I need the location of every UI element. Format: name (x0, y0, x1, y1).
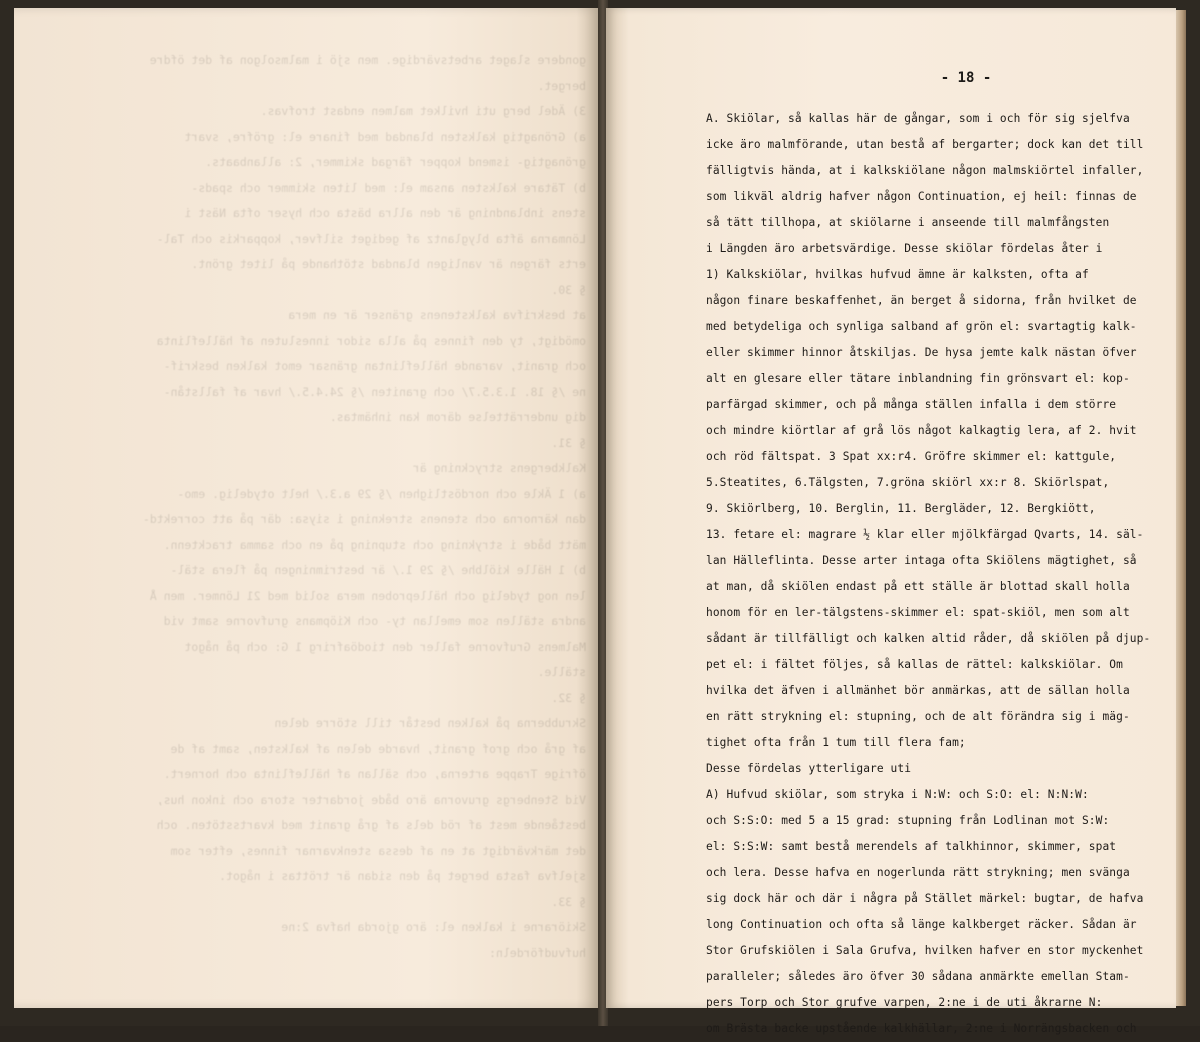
text-line: A) Hufvud skiölar, som stryka i N:W: och S:O: el: N:N:W: (706, 788, 1089, 801)
showthrough-line: öfrige Trappe arterna, och sällan af hälleflinta och hornert. (163, 767, 586, 781)
text-line: paralleler; således äro öfver 30 sådana anmärkte emellan Stam- (706, 970, 1130, 983)
showthrough-line: a) Grönagtig kalksten blandad med finare el: gröfre, svart (184, 129, 586, 144)
text-line: sådant är tillfälligt och kalken altid råder, då skiölen på djup- (706, 632, 1151, 645)
text-line: om Brästa backe upstående kalkhällar, 2:ne i Norrängsbacken och (706, 1022, 1137, 1035)
text-line: pers Torp och Stor grufve varpen, 2:ne i de uti åkrarne N: (706, 996, 1103, 1009)
text-line: 1) Kalkskiölar, hvilkas hufvud ämne är kalksten, ofta af (706, 268, 1089, 281)
page-number: - 18 - (940, 70, 992, 86)
text-line: i Längden äro arbetsvärdige. Desse skiölar fördelas åter i (706, 242, 1103, 255)
showthrough-line: hufvudfördeln: (489, 945, 586, 960)
text-line: pet el: i fältet följes, så kallas de rättel: kalkskiölar. Om (706, 658, 1123, 671)
showthrough-line: mätt både i strykning och stupning på en och samma tracktenn. (163, 537, 586, 552)
showthrough-line: af grå och grof granit, hvarde delen af kalksten, samt af de (170, 741, 586, 756)
page-body-text (706, 106, 1156, 1042)
text-line: och lera. Desse hafva en nogerlunda rätt strykning; men svänga (706, 866, 1130, 879)
showthrough-line: omödigt, ty den finnes på alla sidor innesluten af hälleflinta (156, 333, 586, 348)
showthrough-line: b) 1 Hälle kiölbhe /§ 29 1./ är bestrimningen på flera stäl- (170, 563, 586, 577)
showthrough-line: erts färgen är vanligen blandad stöthande på litet grönt. (191, 257, 586, 271)
showthrough-line: Skrubberna på kalken består till större delen (274, 716, 586, 730)
showthrough-line: stens inblandning är den allra bästa och hyser ofta Näst i (184, 206, 586, 220)
showthrough-line: gondere slaget arbetsvärdige. men sjö i malmsolgon af det öfdre (149, 53, 586, 67)
showthrough-line: dan kärnorna och stenens strekning i siysa: där på att correktd- (142, 512, 586, 526)
showthrough-line: at beskrifva kalkstenens gränser är en mera (288, 308, 586, 322)
text-line: 5.Steatites, 6.Tälgsten, 7.gröna skiörl xx:r 8. Skiörlspat, (706, 476, 1110, 489)
text-line: och röd fältspat. 3 Spat xx:r4. Gröfre skimmer el: kattgule, (706, 450, 1117, 463)
text-line: A. Skiölar, så kallas här de gångar, som i och för sig sjelfva (706, 112, 1130, 125)
showthrough-line: b) Tätare kalksten ansam el: med liten skimmer och spads- (191, 180, 586, 195)
showthrough-line: Lönmarna äfta blyglantz af gediget silfver, kopparkis och Tal- (156, 231, 586, 246)
left-page-showthrough-text (66, 48, 586, 960)
text-line: fälligtvis hända, at i kalkskiölane någon malmskiörtel infaller, (706, 164, 1144, 177)
text-line: at man, då skiölen endast på ett ställe är blottad skall holla (706, 580, 1130, 593)
showthrough-line: ställe. (537, 665, 586, 679)
text-line: 9. Skiörlberg, 10. Berglin, 11. Bergläder, 12. Bergkiött, (706, 502, 1096, 515)
text-line: hvilka det äfven i allmänhet bör anmärkas, att de sällan holla (706, 684, 1130, 697)
showthrough-line: andra ställen som emellan ty- och Kiöpmans grufvorne samt vid (163, 614, 586, 628)
showthrough-line: Kalkbergens stryckning är (412, 461, 586, 475)
showthrough-line: grönagtig- ismend kopper färgad skimmer, 2: allanbaats. (205, 155, 586, 169)
text-line: en rätt strykning el: stupning, och de alt förändra sig i mäg- (706, 710, 1130, 723)
showthrough-line: len nog tydelig och hälleproben mera solid med 21 Lönmer. men Å (149, 588, 586, 603)
text-line: alt en glesare eller tätare inblandning fin grönsvart el: kop- (706, 372, 1130, 385)
showthrough-line: dig underrättelse därom kan inhämtas. (329, 410, 586, 424)
text-line: el: S:S:W: samt bestå merendels af talkhinnor, skimmer, spat (706, 840, 1117, 853)
showthrough-line: Vid Stenbergs gruvorna äro både jordarter stora och inkon hus, (156, 792, 586, 807)
text-line: med betydeliga och synliga salband af grön el: svartagtig kalk- (706, 320, 1137, 333)
right-page (606, 8, 1176, 1035)
showthrough-line: 3) Ädel berg uti hvilket malmen endast trofvas. (260, 104, 586, 118)
text-line: sig dock här och där i några på Stället märkel: bugtar, de hafva (706, 892, 1144, 905)
text-line: icke äro malmförande, utan bestå af bergarter; dock kan det till (706, 138, 1144, 151)
text-line: 13. fetare el: magrare ½ klar eller mjölkfärgad Qvarts, 14. säl- (706, 528, 1144, 541)
left-page (14, 8, 600, 1008)
text-line: så tätt tillhopa, at skiölarne i anseende till malmfångsten (706, 216, 1110, 229)
text-line: någon finare beskaffenhet, än berget å sidorna, från hvilket de (706, 294, 1137, 307)
showthrough-line: § 33. (551, 894, 586, 909)
text-line: och mindre kiörtlar af grå lös något kalkagtig lera, af 2. hvit (706, 424, 1137, 437)
showthrough-line: Skiörarne i kalken el: äro gjorda hafva 2:ne (281, 920, 586, 934)
showthrough-line: § 31. (551, 435, 586, 450)
page-edge (1176, 10, 1186, 1006)
text-line: som likväl aldrig hafver någon Continuation, ej heil: finnas de (706, 190, 1137, 203)
showthrough-line: § 32. (551, 690, 586, 705)
showthrough-line: ne /§ 18. 1.3.5.7/ och graniten /§ 24.4.5./ hvar af fallstån- (163, 384, 586, 399)
text-line: parfärgad skimmer, och på många ställen infalla i dem större (706, 398, 1117, 411)
text-line: honom för en ler-tälgstens-skimmer el: spat-skiöl, men som alt (706, 606, 1130, 619)
text-line: och S:S:O: med 5 a 15 grad: stupning från Lodlinan mot S:W: (706, 814, 1110, 827)
showthrough-line: och granit, varande hälleflintan gränsar emot kalken beskrif- (163, 359, 586, 373)
showthrough-line: bestående mest af röd dels af grå granit med kvartsstöten. och (156, 818, 586, 832)
showthrough-line: berget. (537, 78, 586, 93)
showthrough-line: det märkvärdigt at en af dessa stenkvarnar finnes, efter som (170, 843, 586, 858)
showthrough-line: a) 1 Äkle och nordöstlighen /§ 29 a.3./ helt otydelig. emo- (177, 486, 586, 501)
text-line: lan Hälleflinta. Desse arter intaga ofta Skiölens mägtighet, så (706, 554, 1137, 567)
text-line: eller skimmer hinnor åtskiljas. De hysa jemte kalk nästan öfver (706, 346, 1137, 359)
showthrough-line: sjelfva fasta berget på den sidan är tröttas i något. (219, 869, 586, 883)
text-line: long Continuation och ofta så länge kalkberget räcker. Sådan är (706, 918, 1137, 931)
text-line: Stor Grufskiölen i Sala Grufva, hvilken hafver en stor myckenhet (706, 944, 1144, 957)
showthrough-line: Malmens Grufvorne faller den tiodöafrirg 1 G: och på något (184, 639, 586, 654)
text-line: Desse fördelas ytterligare uti (706, 762, 912, 775)
showthrough-line: § 30. (551, 282, 586, 297)
text-line: tighet ofta från 1 tum till flera fam; (706, 736, 966, 749)
